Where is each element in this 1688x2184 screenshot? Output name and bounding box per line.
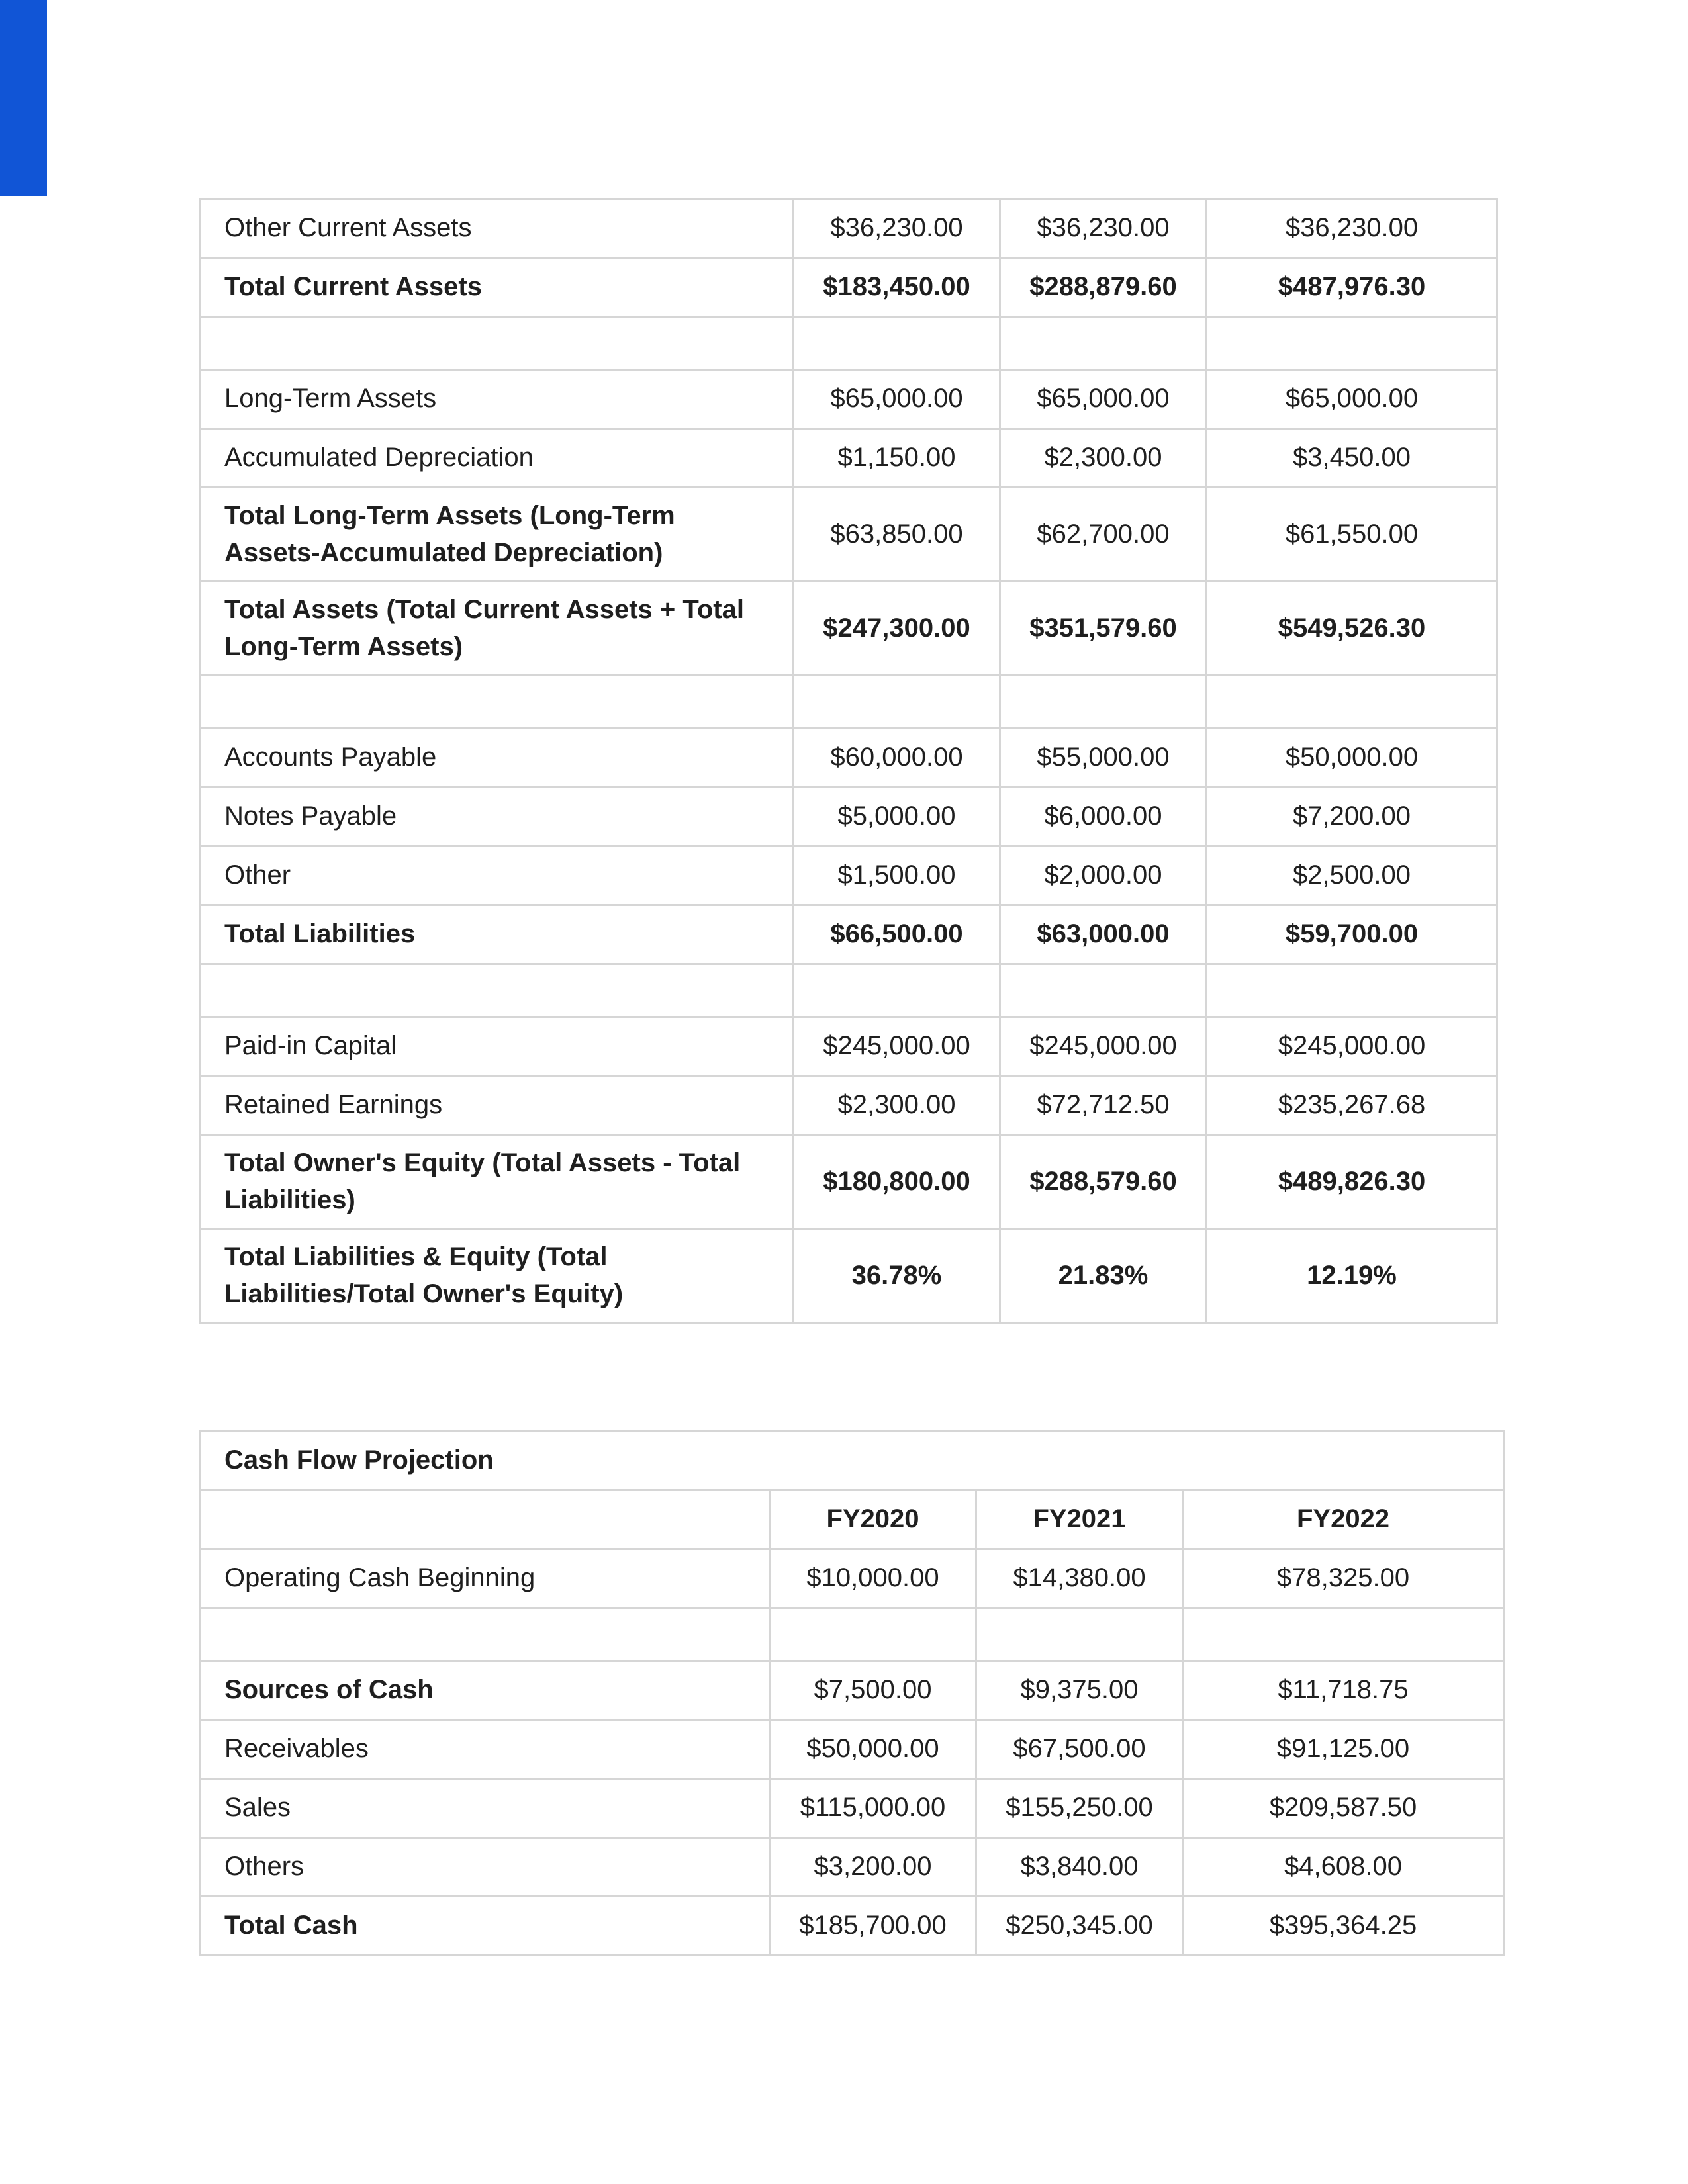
value-cell: $3,200.00: [770, 1838, 976, 1897]
spacer-row: [200, 1608, 1504, 1661]
table-row: [200, 1549, 1504, 1608]
value-cell: $489,826.30: [1207, 1135, 1497, 1229]
row-label: Long-Term Assets: [200, 370, 794, 429]
empty-cell: [1000, 964, 1207, 1017]
cash-flow-title-row: [200, 1432, 1504, 1490]
empty-cell: [200, 317, 794, 370]
empty-cell: [794, 676, 1000, 729]
row-label: Total Long-Term Assets (Long-Term Assets-Accumulated Depreciation): [200, 488, 794, 582]
value-cell: $59,700.00: [1207, 905, 1497, 964]
value-cell: $60,000.00: [794, 729, 1000, 788]
row-label: Retained Earnings: [200, 1076, 794, 1135]
row-label: Accounts Payable: [200, 729, 794, 788]
value-cell: $65,000.00: [1000, 370, 1207, 429]
table-row: [200, 1838, 1504, 1897]
value-cell: $487,976.30: [1207, 258, 1497, 317]
row-label: Total Assets (Total Current Assets + Total Long-Term Assets): [200, 582, 794, 676]
value-cell: $78,325.00: [1183, 1549, 1504, 1608]
value-cell: 21.83%: [1000, 1229, 1207, 1323]
row-label: Notes Payable: [200, 788, 794, 846]
value-cell: $247,300.00: [794, 582, 1000, 676]
table-row: [200, 846, 1497, 905]
empty-cell: [1000, 676, 1207, 729]
row-label: Accumulated Depreciation: [200, 429, 794, 488]
cash-flow-title: Cash Flow Projection: [200, 1432, 1504, 1490]
row-label: Sources of Cash: [200, 1661, 770, 1720]
value-cell: $91,125.00: [1183, 1720, 1504, 1779]
value-cell: $36,230.00: [1000, 199, 1207, 258]
empty-cell: [1207, 317, 1497, 370]
empty-cell: [200, 964, 794, 1017]
empty-cell: [200, 676, 794, 729]
empty-cell: [1000, 317, 1207, 370]
table-row: [200, 370, 1497, 429]
value-cell: $65,000.00: [1207, 370, 1497, 429]
value-cell: $395,364.25: [1183, 1897, 1504, 1956]
row-label: Total Owner's Equity (Total Assets - Total Liabilities): [200, 1135, 794, 1229]
spacer-row: [200, 676, 1497, 729]
value-cell: $3,840.00: [976, 1838, 1183, 1897]
value-cell: $50,000.00: [1207, 729, 1497, 788]
value-cell: $351,579.60: [1000, 582, 1207, 676]
value-cell: $6,000.00: [1000, 788, 1207, 846]
row-label: Total Liabilities: [200, 905, 794, 964]
table-row: [200, 1229, 1497, 1323]
row-label: Total Cash: [200, 1897, 770, 1956]
value-cell: $11,718.75: [1183, 1661, 1504, 1720]
value-cell: $245,000.00: [794, 1017, 1000, 1076]
value-cell: $549,526.30: [1207, 582, 1497, 676]
value-cell: $50,000.00: [770, 1720, 976, 1779]
table-row: [200, 488, 1497, 582]
table-row: [200, 1720, 1504, 1779]
table-row: [200, 1076, 1497, 1135]
table-row: [200, 1135, 1497, 1229]
row-label: Sales: [200, 1779, 770, 1838]
row-label: Receivables: [200, 1720, 770, 1779]
table-row: [200, 1897, 1504, 1956]
value-cell: 12.19%: [1207, 1229, 1497, 1323]
table-row: [200, 905, 1497, 964]
value-cell: $5,000.00: [794, 788, 1000, 846]
value-cell: $63,000.00: [1000, 905, 1207, 964]
table-row: [200, 788, 1497, 846]
value-cell: $250,345.00: [976, 1897, 1183, 1956]
value-cell: $1,500.00: [794, 846, 1000, 905]
table-row: [200, 582, 1497, 676]
value-cell: $115,000.00: [770, 1779, 976, 1838]
value-cell: $9,375.00: [976, 1661, 1183, 1720]
value-cell: $14,380.00: [976, 1549, 1183, 1608]
value-cell: $288,879.60: [1000, 258, 1207, 317]
value-cell: $155,250.00: [976, 1779, 1183, 1838]
value-cell: $61,550.00: [1207, 488, 1497, 582]
table-row: [200, 1017, 1497, 1076]
header-empty-cell: [200, 1490, 770, 1549]
value-cell: $72,712.50: [1000, 1076, 1207, 1135]
empty-cell: [1207, 676, 1497, 729]
table-row: [200, 199, 1497, 258]
value-cell: $66,500.00: [794, 905, 1000, 964]
empty-cell: [976, 1608, 1183, 1661]
row-label: Other Current Assets: [200, 199, 794, 258]
value-cell: $67,500.00: [976, 1720, 1183, 1779]
row-label: Operating Cash Beginning: [200, 1549, 770, 1608]
value-cell: $7,200.00: [1207, 788, 1497, 846]
empty-cell: [770, 1608, 976, 1661]
row-label: Total Current Assets: [200, 258, 794, 317]
table-row: [200, 1779, 1504, 1838]
row-label: Paid-in Capital: [200, 1017, 794, 1076]
value-cell: $1,150.00: [794, 429, 1000, 488]
spacer-row: [200, 964, 1497, 1017]
value-cell: $55,000.00: [1000, 729, 1207, 788]
row-label: Others: [200, 1838, 770, 1897]
value-cell: $62,700.00: [1000, 488, 1207, 582]
empty-cell: [794, 964, 1000, 1017]
value-cell: $209,587.50: [1183, 1779, 1504, 1838]
table-row: [200, 1661, 1504, 1720]
value-cell: $3,450.00: [1207, 429, 1497, 488]
header-fy2021: FY2021: [976, 1490, 1183, 1549]
value-cell: $183,450.00: [794, 258, 1000, 317]
value-cell: $2,500.00: [1207, 846, 1497, 905]
accent-bar: [0, 0, 47, 196]
value-cell: $10,000.00: [770, 1549, 976, 1608]
empty-cell: [200, 1608, 770, 1661]
header-fy2022: FY2022: [1183, 1490, 1504, 1549]
value-cell: $185,700.00: [770, 1897, 976, 1956]
cash-flow-header-row: [200, 1490, 1504, 1549]
cash-flow-table: [199, 1430, 1505, 1956]
value-cell: $65,000.00: [794, 370, 1000, 429]
table-row: [200, 429, 1497, 488]
value-cell: $63,850.00: [794, 488, 1000, 582]
value-cell: $2,000.00: [1000, 846, 1207, 905]
header-fy2020: FY2020: [770, 1490, 976, 1549]
value-cell: $235,267.68: [1207, 1076, 1497, 1135]
value-cell: $2,300.00: [1000, 429, 1207, 488]
value-cell: $180,800.00: [794, 1135, 1000, 1229]
row-label: Total Liabilities & Equity (Total Liabilities/Total Owner's Equity): [200, 1229, 794, 1323]
empty-cell: [1207, 964, 1497, 1017]
table-row: [200, 258, 1497, 317]
value-cell: $288,579.60: [1000, 1135, 1207, 1229]
value-cell: $2,300.00: [794, 1076, 1000, 1135]
empty-cell: [1183, 1608, 1504, 1661]
value-cell: $4,608.00: [1183, 1838, 1504, 1897]
spacer-row: [200, 317, 1497, 370]
balance-sheet-table: [199, 198, 1498, 1324]
value-cell: $36,230.00: [1207, 199, 1497, 258]
value-cell: $7,500.00: [770, 1661, 976, 1720]
row-label: Other: [200, 846, 794, 905]
value-cell: 36.78%: [794, 1229, 1000, 1323]
empty-cell: [794, 317, 1000, 370]
table-row: [200, 729, 1497, 788]
value-cell: $245,000.00: [1000, 1017, 1207, 1076]
value-cell: $36,230.00: [794, 199, 1000, 258]
value-cell: $245,000.00: [1207, 1017, 1497, 1076]
